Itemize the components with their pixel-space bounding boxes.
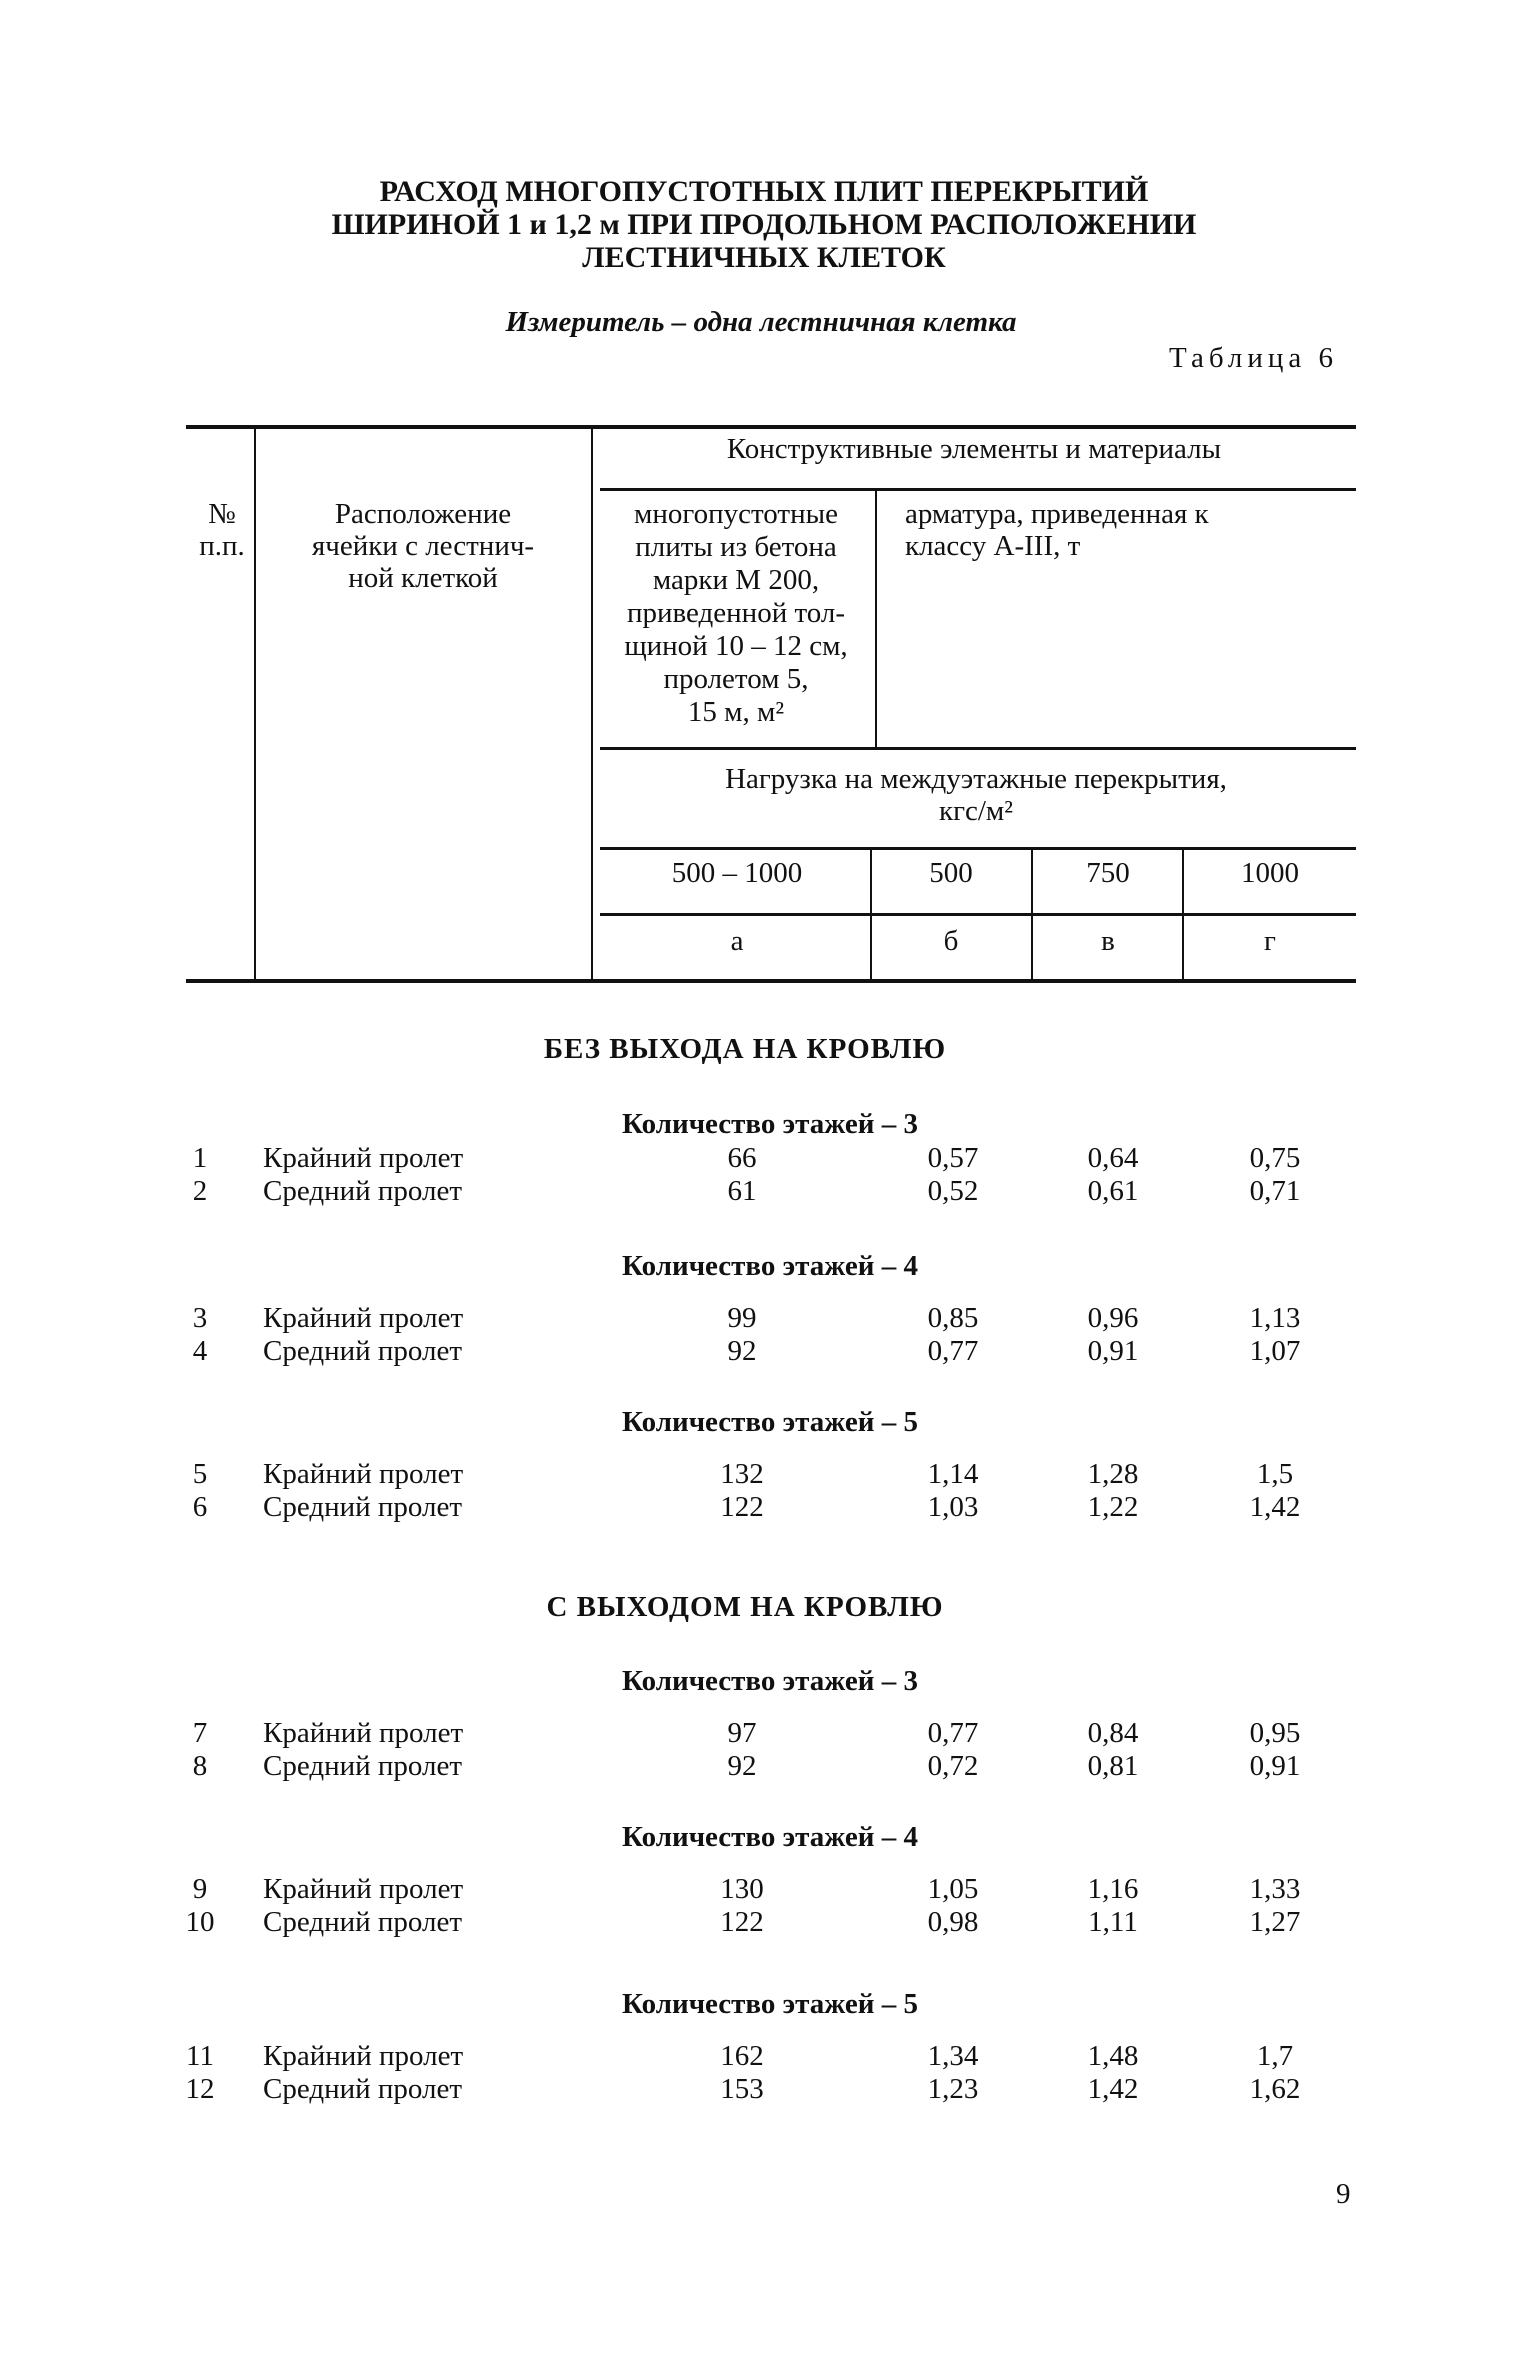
row-value: 0,64 xyxy=(1087,1142,1139,1174)
row-number: 4 xyxy=(192,1335,208,1367)
row-value: 66 xyxy=(727,1142,757,1174)
title-line-3: ЛЕСТНИЧНЫХ КЛЕТОК xyxy=(582,241,946,274)
page-number: 9 xyxy=(1336,2178,1351,2210)
row-value: 0,98 xyxy=(927,1906,979,1938)
section-title: С ВЫХОДОМ НА КРОВЛЮ xyxy=(546,1591,944,1623)
row-value: 0,85 xyxy=(927,1302,979,1334)
title-line-2: ШИРИНОЙ 1 и 1,2 м ПРИ ПРОДОЛЬНОМ РАСПОЛОЖЕНИИ xyxy=(331,208,1197,241)
row-number: 11 xyxy=(186,2040,214,2072)
row-value: 1,5 xyxy=(1256,1458,1294,1490)
row-number: 12 xyxy=(185,2073,215,2105)
row-value: 0,95 xyxy=(1249,1717,1301,1749)
row-label: Крайний пролет xyxy=(263,1302,464,1334)
load-value: 750 xyxy=(1086,857,1130,889)
row-value: 61 xyxy=(727,1175,757,1207)
row-label: Крайний пролет xyxy=(263,1717,464,1749)
row-value: 132 xyxy=(720,1458,764,1490)
column-letter: б xyxy=(943,925,959,957)
row-value: 92 xyxy=(727,1335,757,1367)
row-value: 99 xyxy=(727,1302,757,1334)
group-title: Количество этажей – 5 xyxy=(622,1406,918,1438)
group-title: Количество этажей – 4 xyxy=(622,1821,918,1853)
row-label: Средний пролет xyxy=(263,1906,463,1938)
group-title: Количество этажей – 4 xyxy=(622,1250,918,1282)
row-value: 0,91 xyxy=(1249,1750,1301,1782)
row-value: 1,28 xyxy=(1087,1458,1139,1490)
row-value: 0,81 xyxy=(1087,1750,1139,1782)
row-value: 0,75 xyxy=(1249,1142,1301,1174)
row-value: 1,03 xyxy=(927,1491,979,1523)
row-value: 1,48 xyxy=(1087,2040,1139,2072)
row-label: Средний пролет xyxy=(263,2073,463,2105)
row-value: 1,42 xyxy=(1087,2073,1139,2105)
row-value: 0,61 xyxy=(1087,1175,1139,1207)
row-value: 1,13 xyxy=(1249,1302,1301,1334)
rule xyxy=(600,847,1356,850)
row-value: 0,57 xyxy=(927,1142,979,1174)
row-value: 0,91 xyxy=(1087,1335,1139,1367)
row-value: 0,71 xyxy=(1249,1175,1301,1207)
column-letter: в xyxy=(1101,925,1115,957)
row-number: 1 xyxy=(192,1142,208,1174)
col-divider xyxy=(875,490,877,749)
header-elements: Конструктивные элементы и материалы xyxy=(726,433,1222,465)
col-divider xyxy=(1182,849,1184,981)
row-value: 122 xyxy=(720,1906,764,1938)
header-slabs: многопустотные плиты из бетона марки М 200, приведенной тол- щиной 10 – 12 см, пролетом 5, 15 м, м² xyxy=(624,498,848,728)
row-value: 153 xyxy=(720,2073,764,2105)
row-value: 1,27 xyxy=(1249,1906,1301,1938)
col-divider xyxy=(591,427,593,981)
load-value: 500 – 1000 xyxy=(671,857,803,889)
row-value: 0,77 xyxy=(927,1717,979,1749)
row-label: Средний пролет xyxy=(263,1750,463,1782)
header-location: Расположение ячейки с лестнич- ной клеткой xyxy=(311,498,535,594)
row-number: 9 xyxy=(192,1873,208,1905)
row-number: 2 xyxy=(192,1175,208,1207)
row-value: 1,33 xyxy=(1249,1873,1301,1905)
row-number: 10 xyxy=(185,1906,215,1938)
row-value: 162 xyxy=(720,2040,764,2072)
rule xyxy=(600,747,1356,750)
row-label: Средний пролет xyxy=(263,1175,463,1207)
group-title: Количество этажей – 3 xyxy=(622,1108,918,1140)
group-title: Количество этажей – 5 xyxy=(622,1988,918,2020)
row-value: 97 xyxy=(727,1717,757,1749)
row-value: 130 xyxy=(720,1873,764,1905)
rule-top xyxy=(186,425,1356,429)
row-number: 3 xyxy=(192,1302,208,1334)
row-value: 0,96 xyxy=(1087,1302,1139,1334)
row-label: Крайний пролет xyxy=(263,2040,464,2072)
row-value: 1,62 xyxy=(1249,2073,1301,2105)
row-value: 1,7 xyxy=(1256,2040,1294,2072)
row-label: Крайний пролет xyxy=(263,1458,464,1490)
row-label: Средний пролет xyxy=(263,1491,463,1523)
row-label: Крайний пролет xyxy=(263,1873,464,1905)
section-title: БЕЗ ВЫХОДА НА КРОВЛЮ xyxy=(543,1033,947,1065)
table-label: Таблица 6 xyxy=(1168,342,1338,374)
row-value: 1,11 xyxy=(1088,1906,1138,1938)
load-value: 1000 xyxy=(1241,857,1299,889)
title-line-1: РАСХОД МНОГОПУСТОТНЫХ ПЛИТ ПЕРЕКРЫТИЙ xyxy=(379,175,1149,208)
header-rebar: арматура, приведенная к классу А-III, т xyxy=(905,498,1209,562)
row-number: 8 xyxy=(192,1750,208,1782)
col-divider xyxy=(870,849,872,981)
row-value: 0,84 xyxy=(1087,1717,1139,1749)
col-divider xyxy=(254,427,256,981)
header-num: № п.п. xyxy=(199,498,245,562)
rule xyxy=(600,488,1356,491)
row-number: 5 xyxy=(192,1458,208,1490)
row-value: 1,23 xyxy=(927,2073,979,2105)
rule-bottom xyxy=(186,979,1356,983)
row-label: Средний пролет xyxy=(263,1335,463,1367)
row-value: 0,72 xyxy=(927,1750,979,1782)
column-letter: г xyxy=(1264,925,1276,957)
unit-note: Измеритель – одна лестничная клетка xyxy=(505,306,1017,338)
rule xyxy=(600,913,1356,916)
column-letter: а xyxy=(730,925,744,957)
row-value: 1,42 xyxy=(1249,1491,1301,1523)
row-value: 1,16 xyxy=(1087,1873,1139,1905)
row-value: 1,07 xyxy=(1249,1335,1301,1367)
row-value: 1,34 xyxy=(927,2040,979,2072)
row-value: 1,22 xyxy=(1087,1491,1139,1523)
row-value: 1,14 xyxy=(927,1458,979,1490)
row-value: 122 xyxy=(720,1491,764,1523)
row-value: 0,77 xyxy=(927,1335,979,1367)
col-divider xyxy=(1031,849,1033,981)
row-label: Крайний пролет xyxy=(263,1142,464,1174)
row-number: 6 xyxy=(192,1491,208,1523)
header-load: Нагрузка на междуэтажные перекрытия, кгс/м² xyxy=(725,763,1227,827)
row-value: 92 xyxy=(727,1750,757,1782)
row-value: 1,05 xyxy=(927,1873,979,1905)
group-title: Количество этажей – 3 xyxy=(622,1665,918,1697)
load-value: 500 xyxy=(929,857,973,889)
row-number: 7 xyxy=(192,1717,208,1749)
row-value: 0,52 xyxy=(927,1175,979,1207)
